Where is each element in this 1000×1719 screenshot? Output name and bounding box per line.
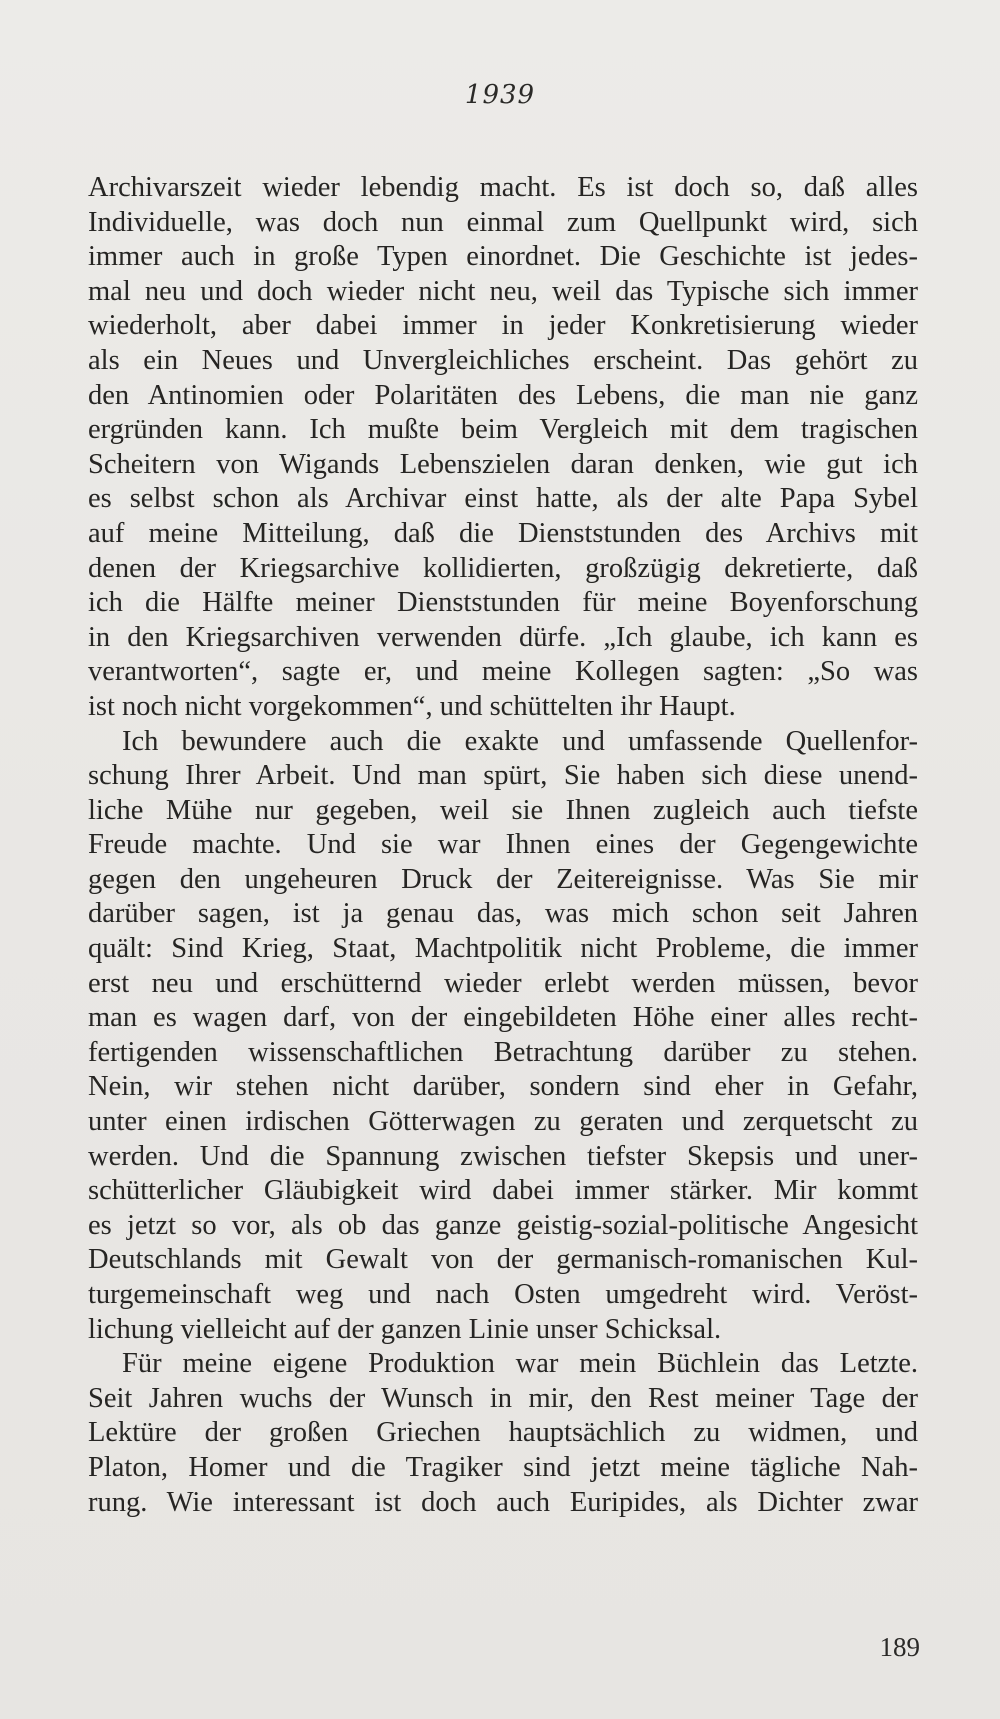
text-line: Platon, Homer und die Tragiker sind jetzt meine tägliche Nah-: [88, 1451, 918, 1483]
text-line: schütterlicher Gläubigkeit wird dabei immer stärker. Mir kommt: [88, 1175, 918, 1207]
text-line: unter einen irdischen Götterwagen zu geraten und zerquetscht zu: [88, 1106, 918, 1138]
text-line: Nein, wir stehen nicht darüber, sondern sind eher in Gefahr,: [88, 1071, 918, 1103]
text-line: Für meine eigene Produktion war mein Büchlein das Letzte.: [122, 1348, 918, 1380]
text-line: werden. Und die Spannung zwischen tiefster Skepsis und uner-: [88, 1140, 918, 1172]
running-head-year: 1939: [464, 80, 536, 110]
text-line: ergründen kann. Ich mußte beim Vergleich mit dem tragischen: [88, 414, 918, 446]
text-line: als ein Neues und Unvergleichliches erscheint. Das gehört zu: [88, 344, 918, 376]
text-line: den Antinomien oder Polaritäten des Lebens, die man nie ganz: [88, 379, 918, 411]
text-line: Seit Jahren wuchs der Wunsch in mir, den Rest meiner Tage der: [88, 1382, 918, 1414]
text-line: erst neu und erschütternd wieder erlebt werden müssen, bevor: [88, 967, 918, 999]
text-line: Individuelle, was doch nun einmal zum Quellpunkt wird, sich: [88, 206, 918, 238]
text-line: man es wagen darf, von der eingebildeten Höhe einer alles recht-: [88, 1002, 918, 1034]
text-line: gegen den ungeheuren Druck der Zeitereignisse. Was Sie mir: [88, 863, 918, 895]
text-line: Archivarszeit wieder lebendig macht. Es ist doch so, daß alles: [88, 172, 918, 203]
text-line: Deutschlands mit Gewalt von der germanisch-romanischen Kul-: [88, 1244, 918, 1276]
paragraph: [88, 725, 918, 1348]
text-line: es selbst schon als Archivar einst hatte, als der alte Papa Sybel: [88, 483, 918, 515]
text-line: Freude machte. Und sie war Ihnen eines der Gegengewichte: [88, 829, 918, 861]
text-line: darüber sagen, ist ja genau das, was mich schon seit Jahren: [88, 898, 918, 930]
text-line: verantworten“, sagte er, und meine Kollegen sagten: „So was: [88, 656, 918, 688]
paragraph: [88, 171, 918, 725]
text-line: Ich bewundere auch die exakte und umfassende Quellenfor-: [122, 725, 918, 757]
text-line: es jetzt so vor, als ob das ganze geistig-sozial-politische Angesicht: [88, 1209, 918, 1241]
text-line: Scheitern von Wigands Lebenszielen daran denken, wie gut ich: [88, 448, 918, 480]
text-line: immer auch in große Typen einordnet. Die Geschichte ist jedes-: [88, 241, 918, 273]
text-line: auf meine Mitteilung, daß die Dienststunden des Archivs mit: [88, 517, 918, 549]
text-line: in den Kriegsarchiven verwenden dürfe. „Ich glaube, ich kann es: [88, 621, 918, 653]
text-line: ich die Hälfte meiner Dienststunden für meine Boyenforschung: [88, 587, 918, 619]
text-line: liche Mühe nur gegeben, weil sie Ihnen zugleich auch tiefste: [88, 794, 918, 826]
paragraph: [88, 1347, 918, 1520]
text-line: quält: Sind Krieg, Staat, Machtpolitik nicht Probleme, die immer: [88, 933, 918, 965]
text-line: mal neu und doch wieder nicht neu, weil das Typische sich immer: [88, 275, 918, 307]
body-text: [88, 171, 918, 1520]
text-line: schung Ihrer Arbeit. Und man spürt, Sie haben sich diese unend-: [88, 760, 918, 792]
text-line: Lektüre der großen Griechen hauptsächlich zu widmen, und: [88, 1417, 918, 1449]
text-line: denen der Kriegsarchive kollidierten, großzügig dekretierte, daß: [88, 552, 918, 584]
text-line: rung. Wie interessant ist doch auch Euripides, als Dichter zwar: [88, 1486, 918, 1518]
text-line: fertigenden wissenschaftlichen Betrachtung darüber zu stehen.: [88, 1036, 918, 1068]
page-number: 189: [879, 1632, 920, 1662]
text-line: ist noch nicht vorgekommen“, und schüttelten ihr Haupt.: [88, 690, 736, 722]
text-line: turgemeinschaft weg und nach Osten umgedreht wird. Veröst-: [88, 1279, 918, 1310]
text-line: wiederholt, aber dabei immer in jeder Konkretisierung wieder: [88, 310, 918, 342]
text-line: lichung vielleicht auf der ganzen Linie unser Schicksal.: [88, 1313, 722, 1345]
